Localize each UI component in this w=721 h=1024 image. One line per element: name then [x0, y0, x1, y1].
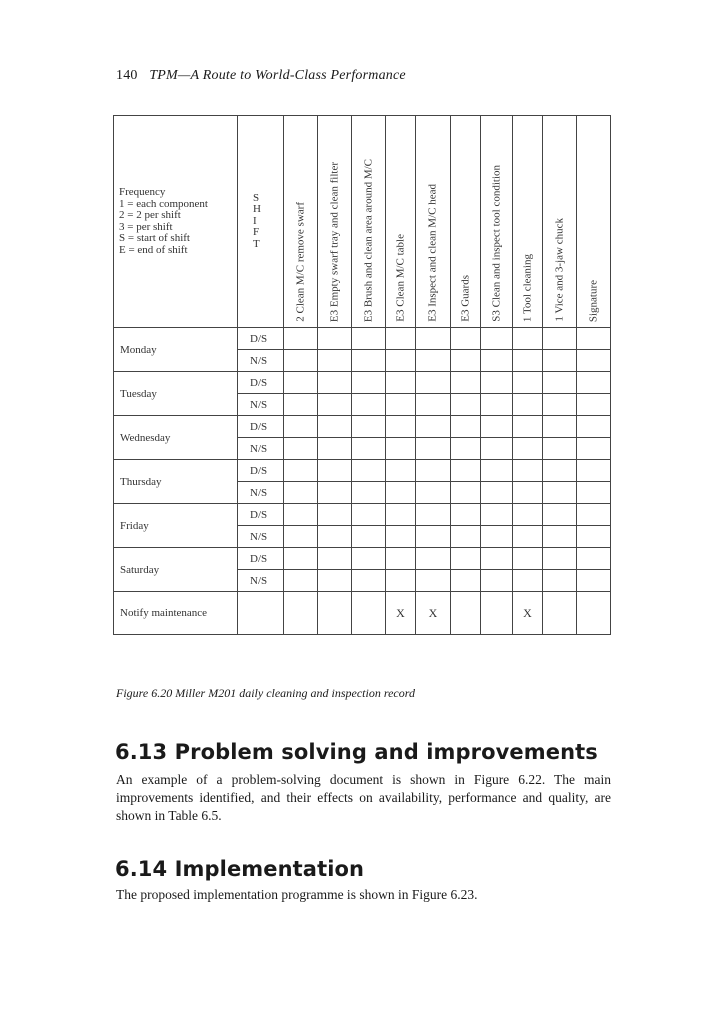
task-header — [543, 116, 577, 328]
legend-line: S = start of shift — [119, 232, 190, 244]
check-cell — [481, 570, 513, 592]
check-cell — [318, 394, 352, 416]
task-label: E3 Guards — [459, 275, 471, 322]
legend-line: E = end of shift — [119, 243, 188, 256]
task-label: 1 Tool cleaning — [521, 253, 533, 322]
check-cell — [416, 460, 451, 482]
check-cell — [386, 416, 416, 438]
section-body: The proposed implementation programme is shown in Figure 6.23. — [116, 887, 478, 902]
day-row-day-shift — [114, 548, 611, 570]
check-cell — [451, 504, 481, 526]
check-cell — [386, 438, 416, 460]
check-cell — [543, 482, 577, 504]
check-cell — [352, 526, 386, 548]
legend-line: 1 = each component — [119, 197, 208, 210]
check-cell — [513, 350, 543, 372]
check-cell — [386, 372, 416, 394]
check-cell — [513, 460, 543, 482]
check-cell — [416, 394, 451, 416]
night-shift-label: N/S — [238, 570, 284, 592]
check-cell — [577, 394, 611, 416]
check-cell — [352, 416, 386, 438]
shift-letter: S — [253, 191, 260, 204]
check-cell — [416, 570, 451, 592]
check-cell — [451, 460, 481, 482]
day-row-day-shift — [114, 416, 611, 438]
check-cell — [577, 570, 611, 592]
check-cell — [284, 350, 318, 372]
check-cell — [451, 350, 481, 372]
shift-letter: H — [253, 203, 261, 216]
check-cell — [481, 372, 513, 394]
check-cell — [451, 372, 481, 394]
check-cell — [451, 328, 481, 350]
check-cell — [513, 372, 543, 394]
task-header — [386, 116, 416, 328]
check-cell — [543, 504, 577, 526]
task-header — [318, 116, 352, 328]
check-cell — [481, 350, 513, 372]
check-cell — [284, 504, 318, 526]
check-cell — [481, 482, 513, 504]
check-cell — [416, 482, 451, 504]
check-cell — [481, 526, 513, 548]
check-cell — [238, 592, 284, 635]
check-cell — [352, 438, 386, 460]
check-cell — [284, 548, 318, 570]
check-cell — [513, 570, 543, 592]
task-header — [416, 116, 451, 328]
check-cell — [284, 526, 318, 548]
book-title: TPM—A Route to World-Class Performance — [149, 68, 406, 83]
check-cell — [416, 438, 451, 460]
check-cell — [451, 438, 481, 460]
check-cell — [481, 504, 513, 526]
check-cell — [451, 570, 481, 592]
check-cell — [513, 548, 543, 570]
shift-label-cell — [238, 116, 284, 328]
notify-mark — [543, 592, 577, 635]
check-cell — [481, 548, 513, 570]
check-cell — [386, 350, 416, 372]
check-cell — [318, 548, 352, 570]
check-cell — [577, 328, 611, 350]
check-cell — [284, 438, 318, 460]
notify-mark: X — [386, 592, 416, 635]
page-number: 140 — [116, 68, 138, 83]
legend-line: 2 = 2 per shift — [119, 209, 181, 221]
check-cell — [318, 526, 352, 548]
check-cell — [543, 416, 577, 438]
table-header-row — [114, 116, 611, 328]
check-cell — [352, 372, 386, 394]
notify-maintenance-label: Notify maintenance — [114, 592, 238, 635]
check-cell — [513, 438, 543, 460]
check-cell — [481, 394, 513, 416]
day-shift-label: D/S — [238, 460, 284, 482]
day-label: Friday — [114, 504, 238, 548]
task-label: S3 Clean and inspect tool condition — [490, 165, 502, 322]
check-cell — [451, 526, 481, 548]
check-cell — [284, 372, 318, 394]
check-cell — [451, 416, 481, 438]
check-cell — [513, 416, 543, 438]
check-cell — [386, 548, 416, 570]
check-cell — [451, 548, 481, 570]
section-body: An example of a problem-solving document is shown in Figure 6.22. The main improvements identified, and their effects on availability, performance and quality, are shown in Table 6.5. — [116, 772, 611, 823]
check-cell — [352, 570, 386, 592]
check-cell — [416, 416, 451, 438]
check-cell — [577, 548, 611, 570]
frequency-legend — [114, 116, 238, 328]
notify-mark — [352, 592, 386, 635]
notify-mark — [577, 592, 611, 635]
notify-mark: X — [513, 592, 543, 635]
check-cell — [543, 372, 577, 394]
check-cell — [543, 548, 577, 570]
check-cell — [416, 350, 451, 372]
check-cell — [543, 460, 577, 482]
check-cell — [543, 394, 577, 416]
check-cell — [513, 394, 543, 416]
day-label: Monday — [114, 328, 238, 372]
shift-letter: F — [253, 226, 260, 239]
check-cell — [577, 526, 611, 548]
check-cell — [284, 394, 318, 416]
section-heading: 6.13 Problem solving and improvements — [115, 740, 598, 764]
check-cell — [451, 394, 481, 416]
check-cell — [386, 328, 416, 350]
check-cell — [386, 460, 416, 482]
check-cell — [577, 350, 611, 372]
day-shift-label: D/S — [238, 504, 284, 526]
check-cell — [481, 460, 513, 482]
check-cell — [386, 526, 416, 548]
check-cell — [543, 350, 577, 372]
night-shift-label: N/S — [238, 394, 284, 416]
day-shift-label: D/S — [238, 372, 284, 394]
check-cell — [352, 328, 386, 350]
task-header — [513, 116, 543, 328]
check-cell — [352, 548, 386, 570]
task-header — [577, 116, 611, 328]
day-label: Saturday — [114, 548, 238, 592]
check-cell — [481, 416, 513, 438]
task-header — [451, 116, 481, 328]
cleaning-inspection-table — [113, 115, 611, 635]
day-shift-label: D/S — [238, 416, 284, 438]
check-cell — [284, 416, 318, 438]
task-label: E3 Clean M/C table — [394, 234, 406, 322]
check-cell — [543, 438, 577, 460]
day-shift-label: D/S — [238, 328, 284, 350]
check-cell — [318, 372, 352, 394]
day-shift-label: D/S — [238, 548, 284, 570]
check-cell — [352, 504, 386, 526]
check-cell — [481, 328, 513, 350]
running-head — [116, 68, 406, 84]
task-header — [481, 116, 513, 328]
check-cell — [318, 328, 352, 350]
notify-mark — [451, 592, 481, 635]
check-cell — [416, 328, 451, 350]
check-cell — [416, 526, 451, 548]
check-cell — [318, 350, 352, 372]
night-shift-label: N/S — [238, 526, 284, 548]
check-cell — [416, 372, 451, 394]
check-cell — [543, 570, 577, 592]
notify-mark — [318, 592, 352, 635]
check-cell — [577, 372, 611, 394]
day-label: Thursday — [114, 460, 238, 504]
check-cell — [284, 460, 318, 482]
check-cell — [513, 526, 543, 548]
notify-mark: X — [416, 592, 451, 635]
day-label: Tuesday — [114, 372, 238, 416]
check-cell — [577, 416, 611, 438]
check-cell — [416, 548, 451, 570]
day-row-day-shift — [114, 328, 611, 350]
check-cell — [416, 504, 451, 526]
check-cell — [577, 460, 611, 482]
check-cell — [386, 570, 416, 592]
check-cell — [577, 504, 611, 526]
check-cell — [513, 328, 543, 350]
check-cell — [284, 570, 318, 592]
night-shift-label: N/S — [238, 482, 284, 504]
task-header — [352, 116, 386, 328]
task-label: 2 Clean M/C remove swarf — [294, 202, 306, 322]
check-cell — [352, 350, 386, 372]
legend-line: 3 = per shift — [119, 220, 173, 233]
check-cell — [543, 328, 577, 350]
task-label: E3 Empty swarf tray and clean filter — [328, 161, 340, 322]
check-cell — [318, 416, 352, 438]
figure-caption: Figure 6.20 Miller M201 daily cleaning and inspection record — [116, 686, 415, 700]
day-label: Wednesday — [114, 416, 238, 460]
day-row-day-shift — [114, 372, 611, 394]
night-shift-label: N/S — [238, 350, 284, 372]
check-cell — [352, 394, 386, 416]
check-cell — [318, 438, 352, 460]
check-cell — [481, 438, 513, 460]
shift-letter: T — [253, 237, 260, 250]
task-label: E3 Brush and clean area around M/C — [362, 158, 374, 322]
task-label: 1 Vice and 3-jaw chuck — [553, 218, 565, 322]
section-heading: 6.14 Implementation — [115, 857, 365, 881]
check-cell — [386, 482, 416, 504]
check-cell — [318, 482, 352, 504]
task-label: E3 Inspect and clean M/C head — [426, 184, 439, 322]
task-header — [284, 116, 318, 328]
check-cell — [451, 482, 481, 504]
day-row-day-shift — [114, 504, 611, 526]
check-cell — [318, 460, 352, 482]
check-cell — [318, 570, 352, 592]
notify-mark — [481, 592, 513, 635]
check-cell — [513, 482, 543, 504]
check-cell — [386, 504, 416, 526]
day-row-day-shift — [114, 460, 611, 482]
task-label: Signature — [587, 279, 599, 322]
check-cell — [577, 438, 611, 460]
night-shift-label: N/S — [238, 438, 284, 460]
check-cell — [284, 482, 318, 504]
check-cell — [352, 460, 386, 482]
check-cell — [513, 504, 543, 526]
check-cell — [352, 482, 386, 504]
check-cell — [318, 504, 352, 526]
notify-maintenance-row — [114, 592, 611, 635]
check-cell — [284, 328, 318, 350]
legend-line: Frequency — [119, 186, 166, 198]
check-cell — [577, 482, 611, 504]
check-cell — [386, 394, 416, 416]
notify-mark — [284, 592, 318, 635]
shift-letter: I — [253, 214, 257, 227]
check-cell — [543, 526, 577, 548]
